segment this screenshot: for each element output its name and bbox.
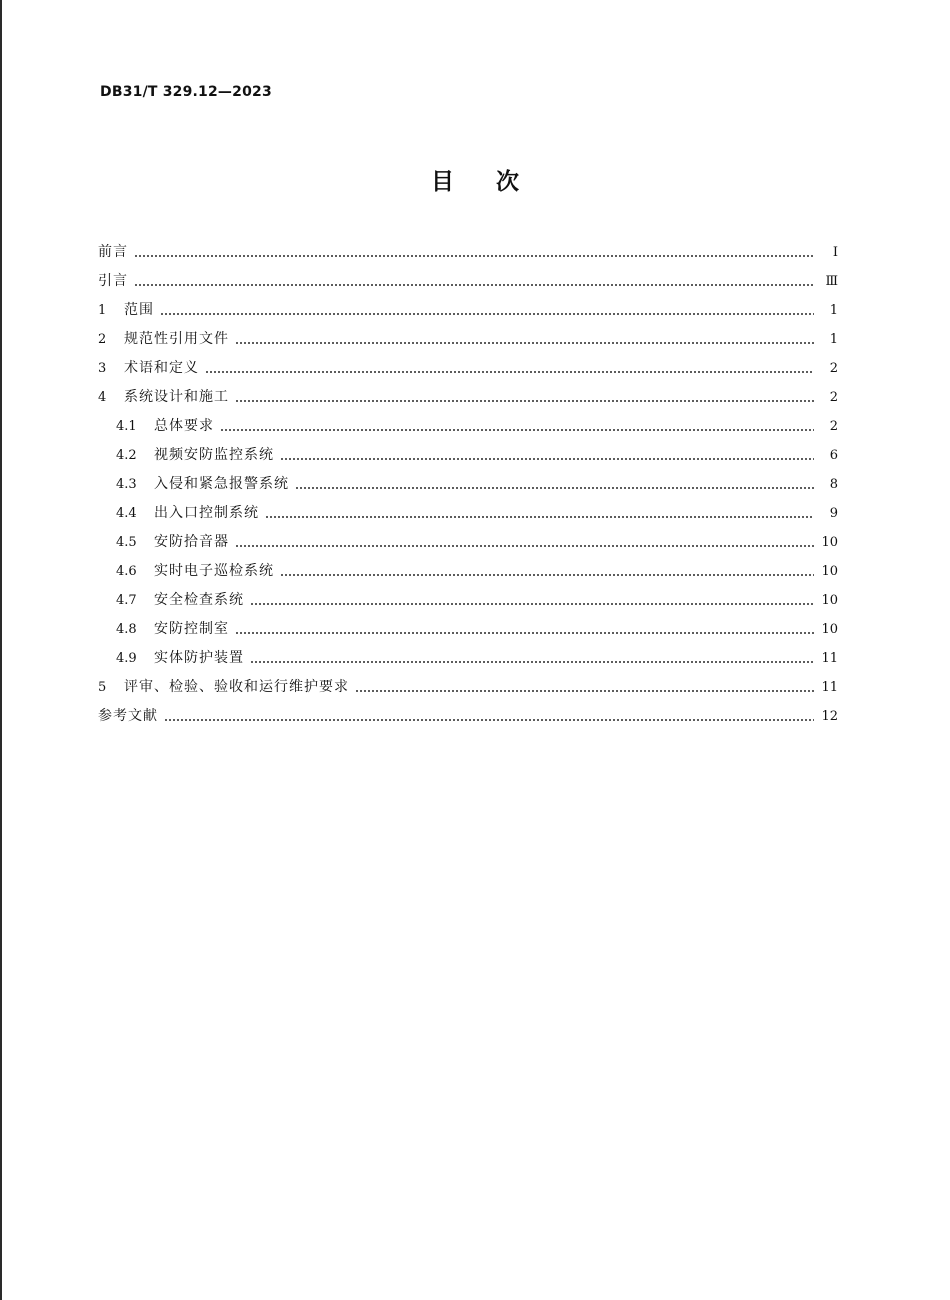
toc-entry-number: 1 [98,303,107,318]
toc-entry-label: 视频安防监控系统 [154,447,274,463]
toc-dot-leader [250,661,814,663]
toc-entry-page: 11 [821,651,838,666]
toc-entry[interactable] [98,238,838,267]
toc-dot-leader [220,429,814,431]
toc-entry-page: 11 [821,680,838,695]
toc-entry-page: 6 [829,448,838,463]
toc-dot-leader [355,690,814,692]
toc-entry-label: 评审、检验、验收和运行维护要求 [124,679,349,695]
toc-entry[interactable] [98,412,838,441]
toc-dot-leader [280,574,814,576]
toc-dot-leader [265,516,814,518]
toc-entry-number: 4.5 [116,535,137,550]
toc-entry-number: 4.4 [116,506,137,521]
toc-dot-leader [235,342,814,344]
toc-entry-label: 规范性引用文件 [124,331,229,347]
toc-entry-page: 1 [829,303,838,318]
toc-entry-label: 入侵和紧急报警系统 [154,476,289,492]
toc-entry[interactable] [98,470,838,499]
toc-entry-label: 安防控制室 [154,621,229,637]
toc-entry[interactable] [98,499,838,528]
toc-dot-leader [235,400,814,402]
toc-dot-leader [235,545,814,547]
toc-entry[interactable] [98,586,838,615]
toc-entry-label: 系统设计和施工 [124,389,229,405]
toc-entry[interactable] [98,354,838,383]
toc-entry-label: 引言 [98,273,128,289]
toc-entry-page: 1 [829,332,838,347]
toc-entry-page: Ⅰ [832,245,838,260]
toc-entry-number: 3 [98,361,107,376]
toc-entry-label: 实时电子巡检系统 [154,563,274,579]
toc-entry[interactable] [98,267,838,296]
toc-entry-label: 安全检查系统 [154,592,244,608]
toc-entry-page: 2 [829,419,838,434]
toc-entry-label: 出入口控制系统 [154,505,259,521]
toc-entry-page: 10 [821,593,838,608]
toc-entry[interactable] [98,528,838,557]
toc-entry-label: 安防拾音器 [154,534,229,550]
toc-entry[interactable] [98,296,838,325]
toc-entry-number: 4.2 [116,448,137,463]
toc-entry-label: 前言 [98,244,128,260]
toc-entry-number: 4 [98,390,107,405]
toc-dot-leader [250,603,814,605]
toc-dot-leader [164,719,814,721]
toc-entry-page: 9 [829,506,838,521]
toc-dot-leader [280,458,814,460]
toc-entry-page: 2 [829,361,838,376]
toc-dot-leader [205,371,814,373]
toc-entry[interactable] [98,615,838,644]
toc-entry-number: 2 [98,332,107,347]
toc-dot-leader [235,632,814,634]
standard-number: DB31/T 329.12—2023 [100,84,272,100]
toc-entry-label: 范围 [124,302,154,318]
toc-entry-number: 4.9 [116,651,137,666]
toc-entry-page: 10 [821,535,838,550]
toc-entry[interactable] [98,557,838,586]
toc-entry-number: 4.1 [116,419,137,434]
toc-entry-label: 总体要求 [154,418,214,434]
toc-entry-label: 实体防护装置 [154,650,244,666]
toc-entry-page: Ⅲ [825,274,838,289]
toc-entry[interactable] [98,702,838,731]
toc-entry-label: 术语和定义 [124,360,199,376]
toc-dot-leader [134,255,814,257]
toc-dot-leader [160,313,814,315]
toc-entry-page: 10 [821,622,838,637]
toc-entry-number: 4.8 [116,622,137,637]
toc-entry-number: 4.7 [116,593,137,608]
toc-entry-page: 8 [829,477,838,492]
toc-dot-leader [295,487,814,489]
toc-entry-page: 2 [829,390,838,405]
toc-entry-page: 12 [821,709,838,724]
toc-entry-number: 5 [98,680,107,695]
table-of-contents [98,238,838,731]
toc-entry-number: 4.3 [116,477,137,492]
toc-entry[interactable] [98,673,838,702]
toc-entry-page: 10 [821,564,838,579]
toc-title: 目次 [431,169,561,195]
toc-entry[interactable] [98,325,838,354]
toc-entry-label: 参考文献 [98,708,158,724]
toc-entry[interactable] [98,441,838,470]
toc-entry-number: 4.6 [116,564,137,579]
toc-entry[interactable] [98,644,838,673]
toc-dot-leader [134,284,814,286]
toc-entry[interactable] [98,383,838,412]
